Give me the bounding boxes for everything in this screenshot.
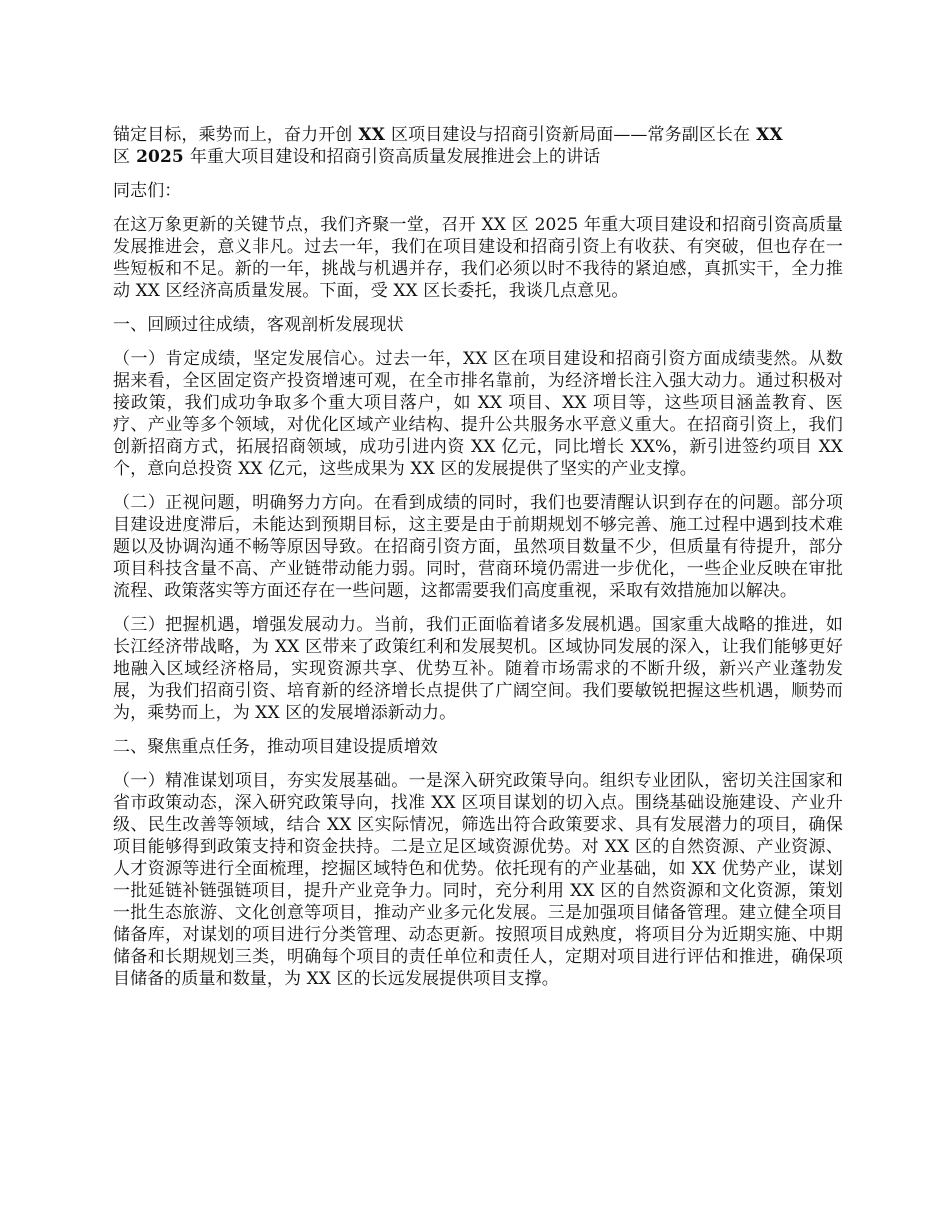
title-text: 锚定目标，乘势而上，奋力开创	[113, 125, 353, 145]
title-text: 年重大项目建设和招商引资高质量发展推进会上的讲话	[189, 147, 601, 167]
paragraph-problems: （二）正视问题，明确努力方向。在看到成绩的同时，我们也要清醒认识到存在的问题。部分项目建设进度滞后，未能达到预期目标，这主要是由于前期规划不够完善、施工过程中遇到技术难题以及协调沟通不畅等原因导致。在招商引资方面，虽然项目数量不少，但质量有待提升，部分项目科技含量不高、产业链带动能力弱。同时，营商环境仍需进一步优化，一些企业反映在审批流程、政策落实等方面还存在一些问题，这都需要我们高度重视，采取有效措施加以解决。	[113, 493, 843, 601]
paragraph-opportunities: （三）把握机遇，增强发展动力。当前，我们正面临着诸多发展机遇。国家重大战略的推进，如长江经济带战略，为 XX 区带来了政策红利和发展契机。区域协同发展的深入，让我们能够更好地融入区域经济格局，实现资源共享、优势互补。随着市场需求的不断升级，新兴产业蓬勃发展，为我们招商引资、培育新的经济增长点提供了广阔空间。我们要敏锐把握这些机遇，顺势而为，乘势而上，为 XX 区的发展增添新动力。	[113, 615, 843, 723]
paragraph-achievements: （一）肯定成绩，坚定发展信心。过去一年，XX 区在项目建设和招商引资方面成绩斐然。从数据来看，全区固定资产投资增速可观，在全市排名靠前，为经济增长注入强大动力。通过积极对接政策，我们成功争取多个重大项目落户，如 XX 项目、XX 项目等，这些项目涵盖教育、医疗、产业等多个领域，对优化区域产业结构、提升公共服务水平意义重大。在招商引资上，我们创新招商方式，拓展招商领域，成功引进内资 XX 亿元，同比增长 XX%，新引进签约项目 XX 个，意向总投资 XX 亿元，这些成果为 XX 区的发展提供了坚实的产业支撑。	[113, 349, 843, 479]
paragraph-intro: 在这万象更新的关键节点，我们齐聚一堂，召开 XX 区 2025 年重大项目建设和招商引资高质量发展推进会，意义非凡。过去一年，我们在项目建设和招商引资上有收获、有突破，但也存在一些短板和不足。新的一年，挑战与机遇并存，我们必须以时不我待的紧迫感，真抓实干，全力推动 XX 区经济高质量发展。下面，受 XX 区长委托，我谈几点意见。	[113, 215, 843, 301]
salutation: 同志们：	[113, 181, 182, 201]
title-text-bold: XX	[352, 125, 392, 145]
paragraph-project-planning: （一）精准谋划项目，夯实发展基础。一是深入研究政策导向。组织专业团队，密切关注国家和省市政策动态，深入研究政策导向，找准 XX 区项目谋划的切入点。围绕基础设施建设、产业升级、民生改善等领域，结合 XX 区实际情况，筛选出符合政策要求、具有发展潜力的项目，确保项目能够得到政策支持和资金扶持。二是立足区域资源优势。对 XX 区的自然资源、产业资源、人才资源等进行全面梳理，挖掘区域特色和优势。依托现有的产业基础，如 XX 优势产业，谋划一批延链补链强链项目，提升产业竞争力。同时，充分利用 XX 区的自然资源和文化资源，策划一批生态旅游、文化创意等项目，推动产业多元化发展。三是加强项目储备管理。建立健全项目储备库，对谋划的项目进行分类管理、动态更新。按照项目成熟度，将项目分为近期实施、中期储备和长期规划三类，明确每个项目的责任单位和责任人，定期对项目进行评估和推进，确保项目储备的质量和数量，为 XX 区的长远发展提供项目支撑。	[113, 771, 843, 989]
title-text: 区	[113, 147, 131, 167]
title-text-bold: 2025	[130, 147, 190, 167]
section-heading-1: 一、回顾过往成绩，客观剖析发展现状	[113, 315, 404, 335]
document-page	[113, 124, 843, 1002]
document-title	[113, 124, 843, 168]
section-heading-2: 二、聚焦重点任务，推动项目建设提质增效	[113, 737, 438, 757]
title-text: 区项目建设与招商引资新局面——常务副区长在	[391, 125, 751, 145]
title-text-bold: XX	[750, 125, 783, 145]
